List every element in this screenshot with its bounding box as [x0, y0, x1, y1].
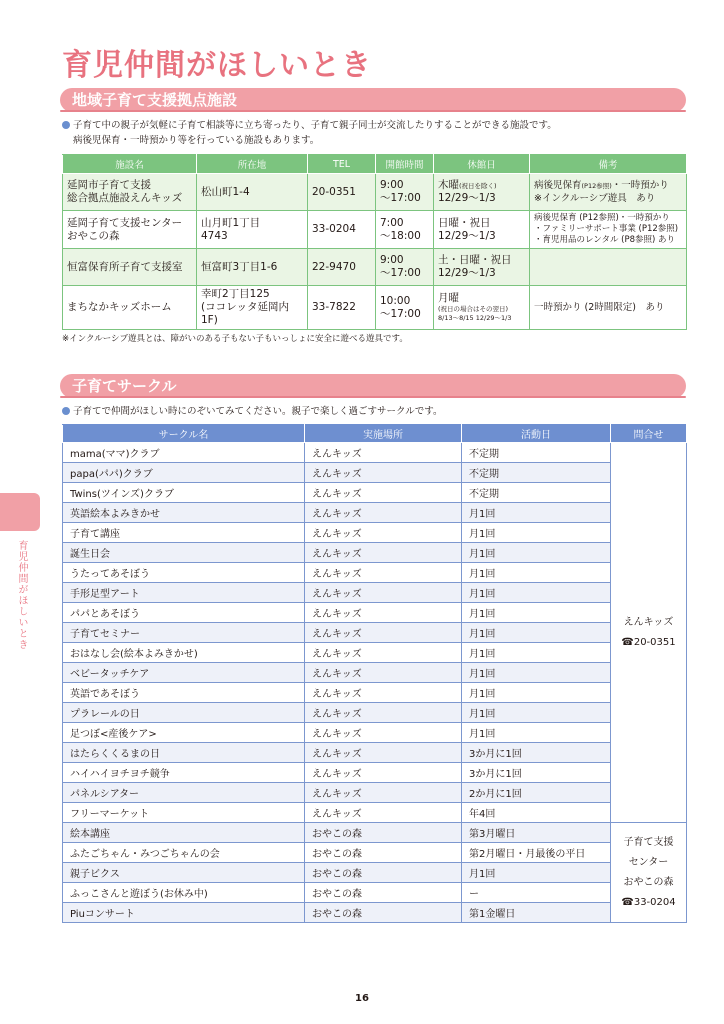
circle-day: 月1回: [462, 863, 611, 883]
circle-place: えんキッズ: [305, 503, 462, 523]
contact-enkids: [611, 443, 687, 823]
column-header: 実施場所: [305, 425, 462, 443]
facility-address: [197, 174, 308, 211]
address-line: 山月町1丁目: [201, 216, 261, 229]
circle-place: おやこの森: [305, 843, 462, 863]
circle-place: えんキッズ: [305, 583, 462, 603]
table-row: [63, 743, 687, 763]
facility-notes: [530, 211, 687, 249]
column-header: 施設名: [63, 155, 197, 174]
circle-place: えんキッズ: [305, 683, 462, 703]
intro-line-1: 子育て中の親子が気軽に子育て相談等に立ち寄ったり、子育て親子同士が交流したりすることができる施設です。: [73, 120, 557, 131]
hours-end: ～17:00: [380, 267, 421, 279]
table-row: [63, 783, 687, 803]
circle-place: えんキッズ: [305, 803, 462, 823]
circle-place: えんキッズ: [305, 603, 462, 623]
facility-name: [63, 174, 197, 211]
hours-start: 10:00: [380, 294, 411, 307]
circle-place: えんキッズ: [305, 563, 462, 583]
closed-day: 木曜: [438, 179, 459, 191]
circle-name: papa(パパ)クラブ: [63, 463, 305, 483]
intro-line-2: 病後児保育・一時預かり等を行っている施設もあります。: [73, 135, 320, 146]
circles-intro: [62, 404, 442, 419]
column-header: 所在地: [197, 155, 308, 174]
section-heading-facilities: 地域子育て支援拠点施設: [60, 88, 686, 112]
facility-hours: [376, 249, 434, 286]
bullet-dot-icon: [62, 121, 70, 129]
footnote: ※インクルーシブ遊具とは、障がいのある子もない子もいっしょに安全に遊べる遊具です。: [62, 334, 408, 344]
circle-day: 不定期: [462, 443, 611, 463]
circle-day: 月1回: [462, 543, 611, 563]
table-row: [63, 803, 687, 823]
circle-place: えんキッズ: [305, 483, 462, 503]
table-row: [63, 211, 687, 249]
closed-period: 12/29～1/3: [438, 267, 496, 279]
circle-name: 英語であそぼう: [63, 683, 305, 703]
facility-name-line: 延岡市子育て支援: [67, 179, 151, 191]
circle-place: えんキッズ: [305, 663, 462, 683]
contact-line: センター: [628, 856, 669, 868]
table-header-row: [63, 155, 687, 174]
table-row: [63, 286, 687, 330]
facility-hours: [376, 211, 434, 249]
circle-place: えんキッズ: [305, 643, 462, 663]
side-tab: [0, 493, 40, 531]
facility-closed: [434, 211, 530, 249]
circle-day: 月1回: [462, 523, 611, 543]
hours-start: 9:00: [380, 179, 404, 191]
circle-name: はたらくくるまの日: [63, 743, 305, 763]
closed-note: (祝日の場合はその翌日): [438, 305, 509, 313]
page-number: 16: [355, 993, 369, 1004]
facility-closed: [434, 286, 530, 330]
circle-name: 英語絵本よみきかせ: [63, 503, 305, 523]
circle-name: パパとあそぼう: [63, 603, 305, 623]
column-header: TEL: [308, 155, 376, 174]
page-title: 育児仲間がほしいとき: [62, 48, 372, 83]
facilities-table: [62, 154, 687, 330]
facility-tel: 22-9470: [308, 249, 376, 286]
circle-place: えんキッズ: [305, 763, 462, 783]
circle-name: 足つぼ<産後ケア>: [63, 723, 305, 743]
circle-place: えんキッズ: [305, 783, 462, 803]
table-row: [63, 823, 687, 843]
facility-tel: 33-0204: [308, 211, 376, 249]
closed-period: 12/29～1/3: [438, 192, 496, 204]
circle-name: 誕生日会: [63, 543, 305, 563]
circle-day: 不定期: [462, 483, 611, 503]
column-header: 休館日: [434, 155, 530, 174]
table-row: [63, 443, 687, 463]
closed-day: 月曜: [438, 292, 459, 304]
contact-tel: ☎33-0204: [621, 896, 676, 908]
table-row: [63, 603, 687, 623]
circle-place: えんキッズ: [305, 623, 462, 643]
circle-place: えんキッズ: [305, 543, 462, 563]
circle-place: おやこの森: [305, 863, 462, 883]
circle-place: おやこの森: [305, 883, 462, 903]
contact-oyakonomori: [611, 823, 687, 923]
circle-name: うたってあそぼう: [63, 563, 305, 583]
circle-day: 第1金曜日: [462, 903, 611, 923]
closed-period: 12/29～1/3: [438, 229, 496, 242]
closed-period: 8/13～8/15 12/29～1/3: [438, 314, 512, 322]
table-row: [63, 663, 687, 683]
hours-start: 9:00: [380, 254, 404, 266]
circles-table: [62, 424, 687, 923]
note-text: ※インクルーシブ遊具 あり: [534, 193, 656, 204]
table-row: [63, 483, 687, 503]
contact-name: えんキッズ: [623, 616, 674, 628]
facility-name: まちなかキッズホーム: [63, 286, 197, 330]
circle-day: 月1回: [462, 503, 611, 523]
column-header: 活動日: [462, 425, 611, 443]
circle-name: フリーマーケット: [63, 803, 305, 823]
table-row: [63, 883, 687, 903]
contact-line: おやこの森: [623, 876, 674, 888]
circle-day: 月1回: [462, 663, 611, 683]
circle-day: ー: [462, 883, 611, 903]
note-text: ・一時預かり: [611, 180, 669, 191]
facility-address: 恒富町3丁目1-6: [197, 249, 308, 286]
closed-day: 土・日曜・祝日: [438, 254, 512, 266]
circle-place: おやこの森: [305, 823, 462, 843]
table-header-row: [63, 425, 687, 443]
circle-name: ベビータッチケア: [63, 663, 305, 683]
circle-place: えんキッズ: [305, 463, 462, 483]
bullet-dot-icon: [62, 407, 70, 415]
table-row: [63, 563, 687, 583]
table-row: [63, 583, 687, 603]
circle-day: 月1回: [462, 603, 611, 623]
table-row: [63, 683, 687, 703]
circle-place: えんキッズ: [305, 443, 462, 463]
table-row: [63, 463, 687, 483]
hours-end: ～17:00: [380, 192, 421, 204]
table-row: [63, 843, 687, 863]
circle-day: 年4回: [462, 803, 611, 823]
circle-day: 2か月に1回: [462, 783, 611, 803]
facility-notes: 一時預かり (2時間限定) あり: [530, 286, 687, 330]
note-text: ・育児用品のレンタル (P8参照) あり: [534, 235, 676, 245]
facility-hours: [376, 286, 434, 330]
circle-day: 月1回: [462, 723, 611, 743]
facility-closed: [434, 249, 530, 286]
circle-name: Piuコンサート: [63, 903, 305, 923]
circle-day: 月1回: [462, 623, 611, 643]
contact-line: 子育て支援: [623, 836, 674, 848]
circle-name: 絵本講座: [63, 823, 305, 843]
note-text: ・ファミリーサポート事業 (P12参照): [534, 224, 679, 234]
table-row: [63, 763, 687, 783]
circle-name: Twins(ツインズ)クラブ: [63, 483, 305, 503]
circle-place: おやこの森: [305, 903, 462, 923]
circle-name: 子育てセミナー: [63, 623, 305, 643]
table-row: [63, 249, 687, 286]
circle-name: mama(ママ)クラブ: [63, 443, 305, 463]
circle-place: えんキッズ: [305, 703, 462, 723]
table-row: [63, 543, 687, 563]
closed-note: (祝日を除く): [459, 182, 497, 190]
address-line: 幸町2丁目125: [201, 288, 270, 300]
address-line: (ココレッタ延岡内1F): [201, 301, 289, 326]
facility-notes: [530, 249, 687, 286]
table-row: [63, 723, 687, 743]
note-ref: (P12参照): [581, 182, 612, 190]
circle-name: ふたごちゃん・みつごちゃんの会: [63, 843, 305, 863]
facility-address: [197, 286, 308, 330]
circle-day: 第3月曜日: [462, 823, 611, 843]
table-row: [63, 174, 687, 211]
facility-hours: [376, 174, 434, 211]
column-header: 備考: [530, 155, 687, 174]
circle-day: 3か月に1回: [462, 743, 611, 763]
contact-tel: ☎20-0351: [621, 636, 676, 648]
table-row: [63, 703, 687, 723]
circle-day: 3か月に1回: [462, 763, 611, 783]
note-text: 病後児保育 (P12参照)・一時預かり: [534, 213, 670, 223]
facility-name-line: 総合拠点施設えんキッズ: [67, 192, 183, 204]
circle-day: 月1回: [462, 583, 611, 603]
side-label: 育児仲間がほしいとき: [16, 540, 27, 650]
facility-name: [63, 211, 197, 249]
facility-address: [197, 211, 308, 249]
hours-start: 7:00: [380, 216, 404, 229]
circle-day: 月1回: [462, 683, 611, 703]
circle-day: 第2月曜日・月最後の平日: [462, 843, 611, 863]
section-heading-circles: 子育てサークル: [60, 374, 686, 398]
circle-place: えんキッズ: [305, 743, 462, 763]
column-header: サークル名: [63, 425, 305, 443]
hours-end: ～17:00: [380, 307, 421, 320]
column-header: 問合せ: [611, 425, 687, 443]
circle-day: 月1回: [462, 703, 611, 723]
facility-notes: [530, 174, 687, 211]
circle-day: 不定期: [462, 463, 611, 483]
circle-name: おはなし会(絵本よみきかせ): [63, 643, 305, 663]
column-header: 開館時間: [376, 155, 434, 174]
circle-place: えんキッズ: [305, 523, 462, 543]
facilities-intro: [62, 118, 557, 148]
circle-name: 手形足型アート: [63, 583, 305, 603]
circle-name: プラレールの日: [63, 703, 305, 723]
facility-name-line: おやこの森: [67, 229, 120, 242]
hours-end: ～18:00: [380, 229, 421, 242]
facility-tel: 20-0351: [308, 174, 376, 211]
intro-text: 子育てで仲間がほしい時にのぞいてみてください。親子で楽しく過ごすサークルです。: [73, 406, 443, 417]
facility-name-line: 延岡子育て支援センター: [67, 216, 183, 229]
table-row: [63, 503, 687, 523]
closed-day: 日曜・祝日: [438, 216, 491, 229]
note-text: 病後児保育: [534, 180, 582, 191]
table-row: [63, 623, 687, 643]
circle-day: 月1回: [462, 643, 611, 663]
circle-name: ふっこさんと遊ぼう(お休み中): [63, 883, 305, 903]
circle-name: パネルシアター: [63, 783, 305, 803]
circle-name: 親子ビクス: [63, 863, 305, 883]
circle-name: 子育て講座: [63, 523, 305, 543]
address-line: 4743: [201, 229, 228, 242]
table-row: [63, 903, 687, 923]
table-row: [63, 863, 687, 883]
table-row: [63, 643, 687, 663]
facility-tel: 33-7822: [308, 286, 376, 330]
circle-day: 月1回: [462, 563, 611, 583]
table-row: [63, 523, 687, 543]
address-line: 松山町1-4: [201, 185, 250, 198]
circle-name: ハイハイヨチヨチ競争: [63, 763, 305, 783]
facility-name: 恒富保育所子育て支援室: [63, 249, 197, 286]
circle-place: えんキッズ: [305, 723, 462, 743]
facility-closed: [434, 174, 530, 211]
